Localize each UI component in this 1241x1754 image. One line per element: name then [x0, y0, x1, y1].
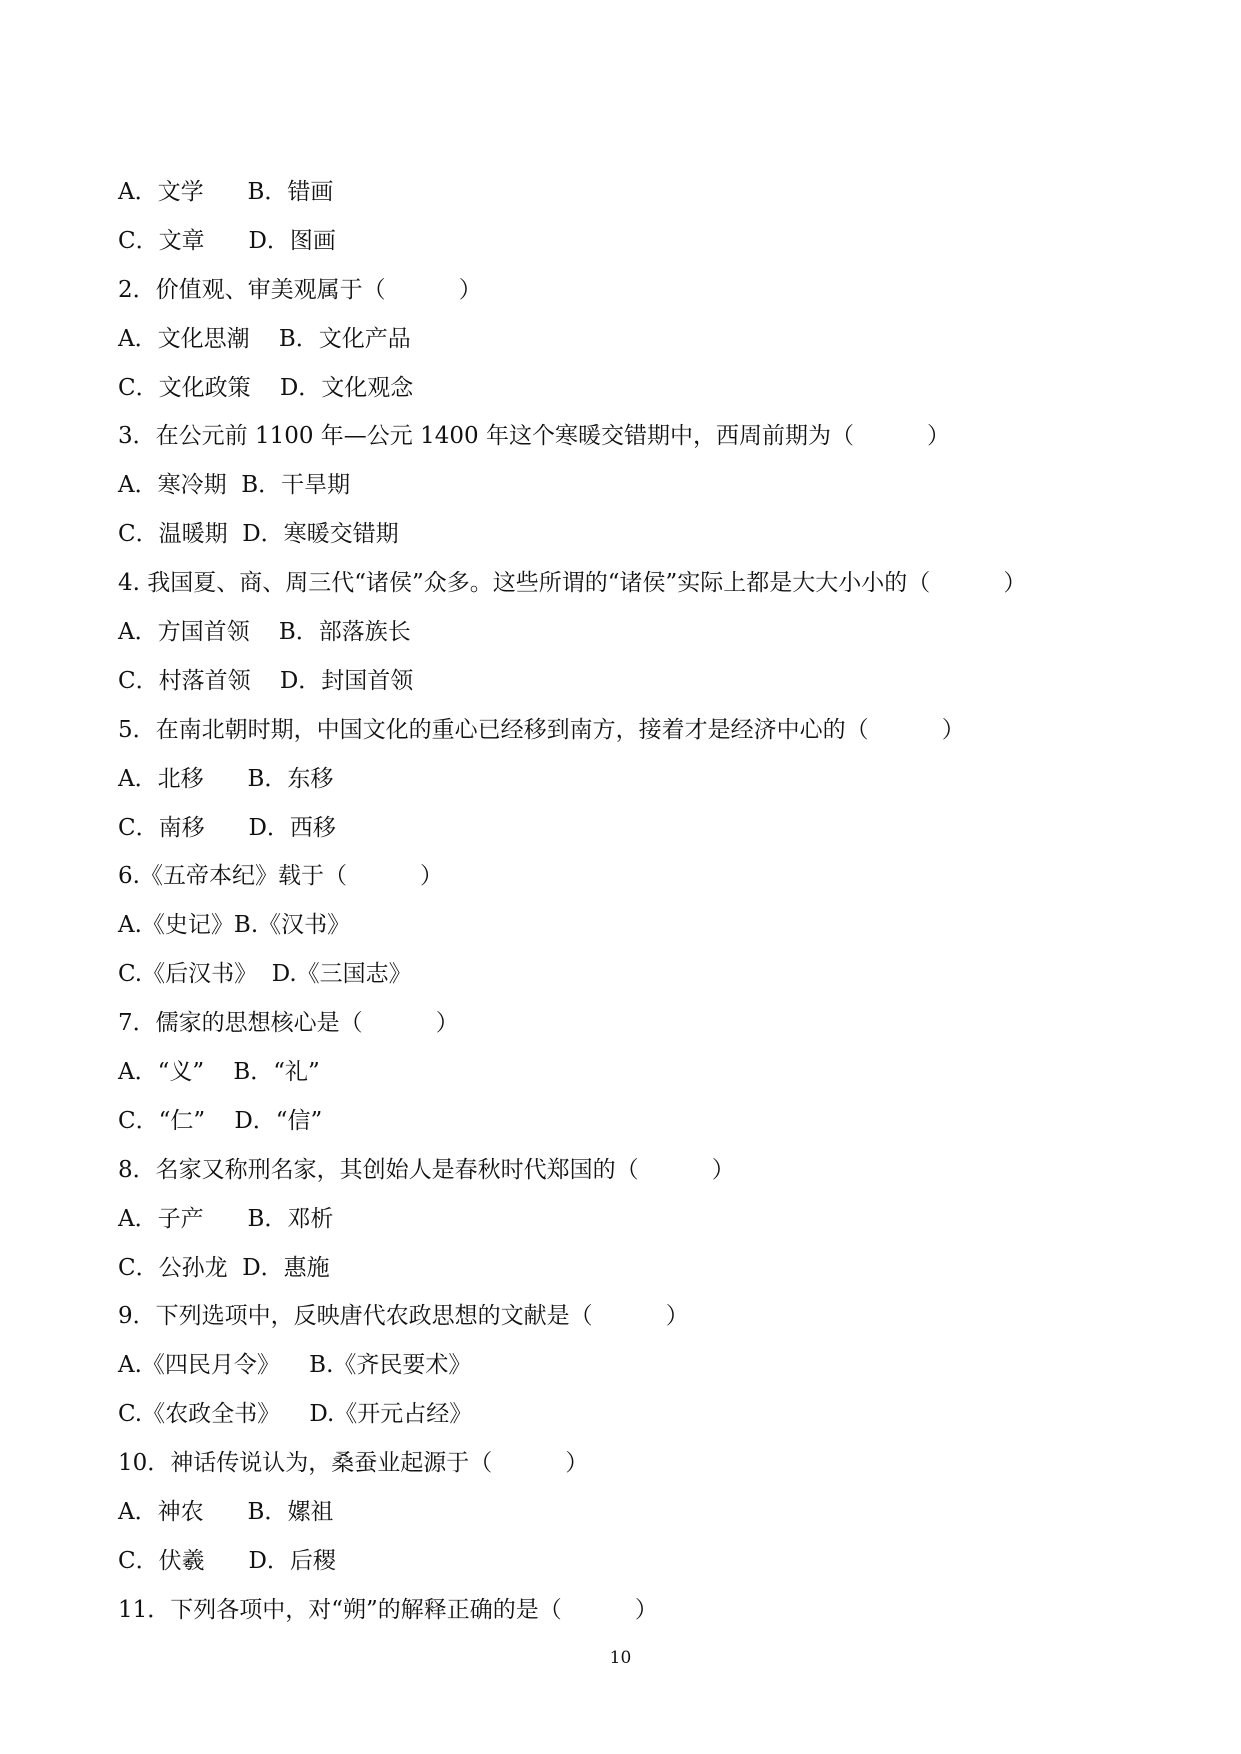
question-line: 9．下列选项中，反映唐代农政思想的文献是（ ） [118, 1303, 689, 1330]
option-line: C．“仁” D．“信” [118, 1107, 323, 1134]
option-line: A．“义” B．“礼” [118, 1059, 320, 1086]
question-line: 8．名家又称刑名家，其创始人是春秋时代郑国的（ ） [118, 1156, 735, 1183]
option-line: A．北移 B．东移 [118, 765, 334, 792]
option-line: C．村落首领 D．封国首领 [118, 667, 414, 694]
question-line: 11．下列各项中，对“朔”的解释正确的是（ ） [118, 1596, 658, 1623]
page-number: 10 [609, 1648, 632, 1668]
option-line: C．南移 D．西移 [118, 814, 336, 841]
option-line: A．方国首领 B．部落族长 [118, 619, 411, 646]
exam-content [118, 168, 1128, 1635]
option-line: A.《史记》B.《汉书》 [118, 912, 351, 939]
question-line: 5．在南北朝时期，中国文化的重心已经移到南方，接着才是经济中心的（ ） [118, 716, 965, 743]
question-line: 7．儒家的思想核心是（ ） [118, 1010, 459, 1037]
question-line: 10．神话传说认为，桑蚕业起源于（ ） [118, 1450, 589, 1477]
option-line: A．文学 B．错画 [118, 179, 334, 205]
option-line: C．公孙龙 D．惠施 [118, 1254, 330, 1281]
option-line: C.《农政全书》 D.《开元占经》 [118, 1401, 473, 1428]
question-line: 2．价值观、审美观属于（ ） [118, 276, 482, 303]
option-line: A．子产 B．邓析 [118, 1205, 334, 1232]
option-line: A.《四民月令》 B.《齐民要术》 [118, 1352, 472, 1379]
option-line: A．文化思潮 B．文化产品 [118, 325, 411, 352]
option-line: A．寒冷期 B．干旱期 [118, 472, 351, 499]
option-line: C．文章 D．图画 [118, 227, 336, 254]
option-line: C．温暖期 D．寒暖交错期 [118, 521, 399, 548]
question-line: 6.《五帝本纪》载于（ ） [118, 863, 444, 890]
option-line: C.《后汉书》 D.《三国志》 [118, 961, 412, 988]
option-line: A．神农 B．嫘祖 [118, 1499, 334, 1526]
question-line: 3．在公元前 1100 年—公元 1400 年这个寒暖交错期中，西周前期为（ ） [118, 423, 951, 450]
question-line: 4. 我国夏、商、周三代“诸侯”众多。这些所谓的“诸侯”实际上都是大大小小的（ ） [118, 570, 1027, 597]
option-line: C．文化政策 D．文化观念 [118, 374, 414, 401]
option-line: C．伏羲 D．后稷 [118, 1547, 336, 1574]
